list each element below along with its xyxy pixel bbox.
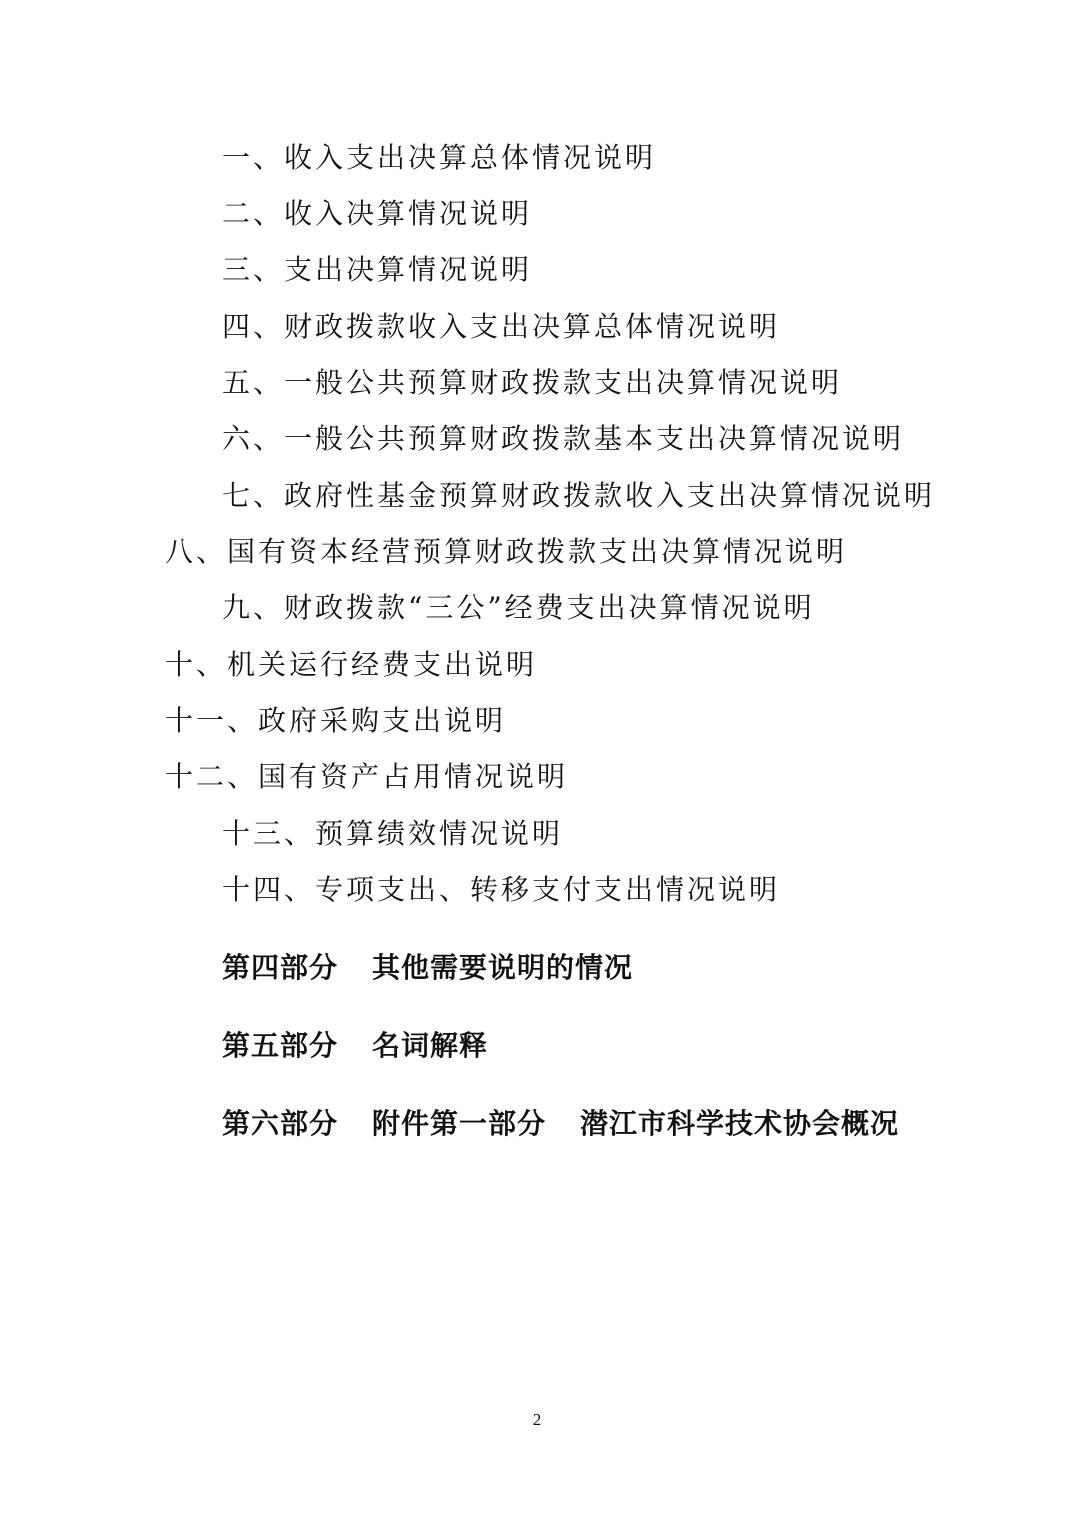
toc-item-6: 六、一般公共预算财政拨款基本支出决算情况说明	[222, 422, 905, 455]
toc-item-7: 七、政府性基金预算财政拨款收入支出决算情况说明	[222, 479, 936, 512]
part-heading-4	[222, 951, 633, 985]
part-title: 其他需要说明的情况	[372, 951, 634, 984]
toc-item-12: 十二、国有资产占用情况说明	[165, 760, 569, 793]
part-label: 第四部分	[222, 951, 339, 984]
page-number: 2	[532, 1410, 542, 1429]
part-title: 名词解释	[372, 1029, 489, 1062]
toc-item-1: 一、收入支出决算总体情况说明	[222, 141, 657, 174]
part-label: 第六部分	[222, 1107, 339, 1140]
part-heading-6	[222, 1107, 899, 1141]
toc-item-3: 三、支出决算情况说明	[222, 253, 533, 286]
part-label: 第五部分	[222, 1029, 339, 1062]
toc-item-8: 八、国有资本经营预算财政拨款支出决算情况说明	[165, 535, 848, 568]
toc-item-5: 五、一般公共预算财政拨款支出决算情况说明	[222, 366, 843, 399]
toc-item-13: 十三、预算绩效情况说明	[222, 817, 564, 850]
part-heading-5	[222, 1029, 488, 1063]
toc-item-14: 十四、专项支出、转移支付支出情况说明	[222, 873, 781, 906]
toc-item-11: 十一、政府采购支出说明	[165, 704, 507, 737]
toc-item-10: 十、机关运行经费支出说明	[165, 648, 538, 681]
toc-item-9: 九、财政拨款“三公”经费支出决算情况说明	[222, 591, 815, 624]
toc-item-2: 二、收入决算情况说明	[222, 197, 533, 230]
part-title: 附件第一部分	[372, 1107, 547, 1140]
toc-item-4: 四、财政拨款收入支出决算总体情况说明	[222, 310, 781, 343]
part-subtitle: 潜江市科学技术协会概况	[580, 1107, 900, 1140]
